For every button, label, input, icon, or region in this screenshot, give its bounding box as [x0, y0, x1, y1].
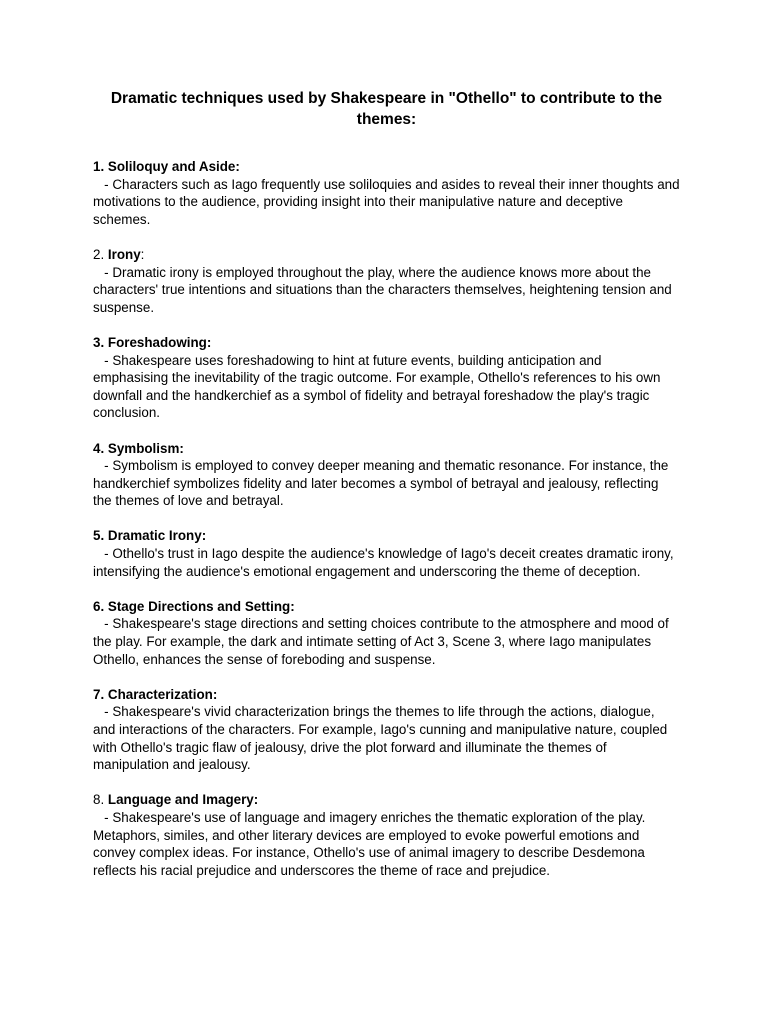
section-heading: [93, 158, 680, 176]
section-body: [93, 703, 680, 773]
section-text: - Shakespeare's vivid characterization brings the themes to life through the actions, dialogue, and interactions of the characters. For example, Iago's cunning and manipulative nature, coupled with Othello's tragic flaw of jealousy, drive the plot forward and illuminate the themes of manipulation and jealousy.: [93, 704, 668, 773]
section-foreshadowing: [93, 334, 680, 422]
section-text: - Othello's trust in Iago despite the audience's knowledge of Iago's deceit creates dramatic irony, intensifying the audience's emotional engagement and underscoring the theme of deception.: [93, 546, 674, 579]
document-title: Dramatic techniques used by Shakespeare in "Othello" to contribute to the themes:: [110, 90, 663, 128]
section-colon: :: [212, 686, 218, 702]
section-body: [93, 352, 680, 422]
section-text: - Shakespeare's use of language and imagery enriches the thematic exploration of the play. Metaphors, similes, and other literary devices are employed to evoke powerful emotions and convey complex ideas. For instance, Othello's use of animal imagery to describe Desdemona reflects his racial prejudice and underscores the theme of race and prejudice.: [93, 809, 646, 878]
section-symbolism: [93, 440, 680, 510]
section-number: 5.: [93, 528, 105, 544]
section-number: 8.: [93, 792, 105, 808]
section-body: [93, 457, 680, 510]
section-dramatic-irony: [93, 527, 680, 580]
section-number: 1.: [93, 159, 105, 174]
section-heading: [93, 598, 680, 616]
section-colon: :: [140, 246, 145, 262]
section-colon: :: [290, 598, 295, 614]
section-number: 6.: [93, 598, 105, 614]
section-text: - Dramatic irony is employed throughout the play, where the audience knows more about the characters' true intentions and situations than the characters themselves, heightening tension and suspense.: [93, 264, 672, 315]
section-body: [93, 264, 680, 317]
section-name: Stage Directions and Setting: [107, 598, 291, 614]
section-characterization: [93, 686, 680, 774]
section-name: Foreshadowing: [107, 334, 207, 350]
section-number: 4.: [93, 440, 105, 456]
section-name: Language and Imagery: [107, 792, 254, 808]
section-text: - Shakespeare uses foreshadowing to hint at future events, building anticipation and emphasising the inevitability of the tragic outcome. For example, Othello's references to his own downfall and the handkerchief as a symbol of fidelity and betrayal foreshadow the play's tragic conclusion.: [93, 352, 661, 421]
section-heading: [93, 440, 680, 458]
section-body: [93, 545, 680, 580]
section-name: Symbolism: [107, 440, 180, 456]
section-colon: :: [201, 528, 207, 544]
section-colon: :: [235, 159, 240, 174]
section-stage-directions-and-setting: [93, 598, 680, 668]
section-heading: [93, 246, 680, 264]
section-language-and-imagery: [93, 791, 680, 879]
section-heading: [93, 334, 680, 352]
section-heading: [93, 791, 680, 809]
section-irony: [93, 246, 680, 316]
section-body: [93, 809, 680, 879]
section-name: Irony: [107, 246, 141, 262]
section-colon: :: [206, 334, 212, 350]
section-text: - Characters such as Iago frequently use soliloquies and asides to reveal their inner thoughts and motivations to the audience, providing insight into their manipulative nature and deceptive schemes.: [93, 176, 680, 227]
section-name: Dramatic Irony: [107, 528, 202, 544]
section-text: - Shakespeare's stage directions and setting choices contribute to the atmosphere and mood of the play. For example, the dark and intimate setting of Act 3, Scene 3, where Iago manipulates Othello, enhances the sense of foreboding and suspense.: [93, 616, 669, 667]
section-name: Soliloquy and Aside: [107, 159, 236, 174]
section-colon: :: [253, 792, 259, 808]
section-body: [93, 176, 680, 229]
section-name: Characterization: [107, 686, 213, 702]
section-number: 7.: [93, 686, 105, 702]
section-heading: [93, 527, 680, 545]
section-body: [93, 615, 680, 668]
section-text: - Symbolism is employed to convey deeper meaning and thematic resonance. For instance, the handkerchief symbolizes fidelity and later becomes a symbol of betrayal and jealousy, reflecting the themes of love and betrayal.: [93, 458, 669, 509]
section-number: 2.: [93, 246, 105, 262]
section-number: 3.: [93, 334, 105, 350]
section-soliloquy-and-aside: [93, 158, 680, 228]
section-heading: [93, 686, 680, 704]
section-colon: :: [179, 440, 184, 456]
